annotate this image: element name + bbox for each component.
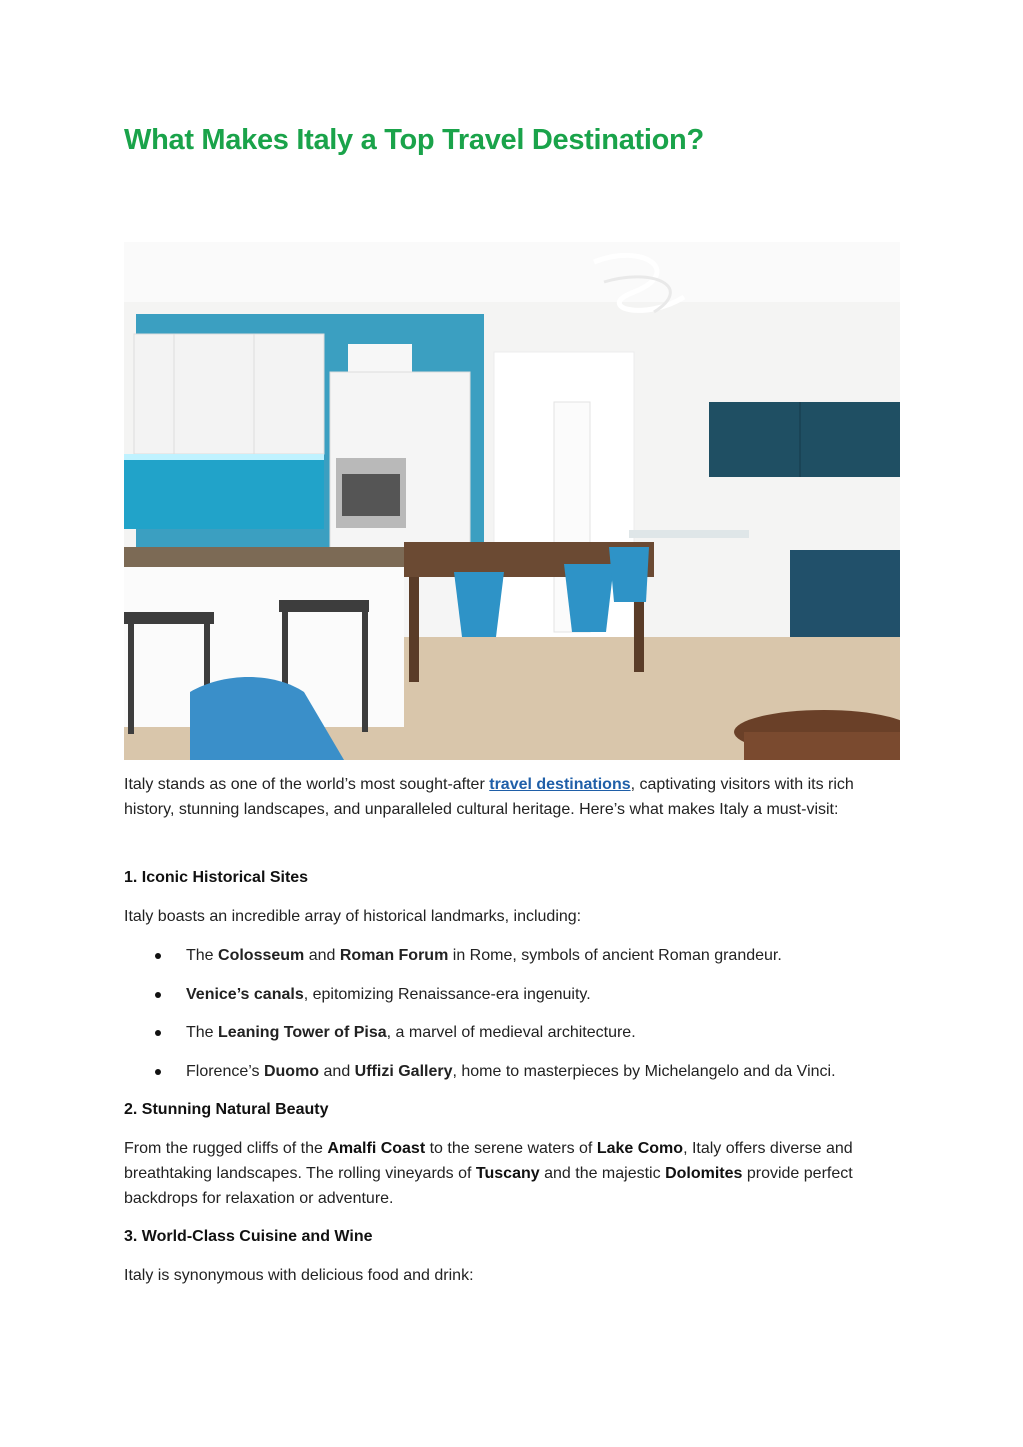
section1-lead: Italy boasts an incredible array of historical landmarks, including: bbox=[124, 908, 582, 925]
bullet-icon bbox=[155, 1030, 161, 1036]
section2-paragraph: From the rugged cliffs of the Amalfi Coast to the serene waters of Lake Como, Italy offers diverse and breathtaking landscapes. The rolling vineyards of Tuscany and the majestic Dolomites provide perfect backdrops for relaxation or adventure. bbox=[124, 1140, 853, 1207]
section3-heading: 3. World-Class Cuisine and Wine bbox=[124, 1228, 373, 1245]
bullet-icon bbox=[155, 992, 161, 998]
intro-text-before: Italy stands as one of the world’s most sought-after bbox=[124, 776, 490, 793]
intro-paragraph bbox=[124, 772, 902, 822]
kitchen-photo bbox=[124, 242, 900, 760]
page-title: What Makes Italy a Top Travel Destination? bbox=[124, 124, 704, 156]
intro-text-after: , captivating visitors with its rich history, stunning landscapes, and unparalleled cultural heritage. Here’s what makes Italy a must-visit: bbox=[124, 776, 854, 818]
section2-heading: 2. Stunning Natural Beauty bbox=[124, 1101, 329, 1118]
bullet-icon bbox=[155, 1069, 161, 1075]
section3-lead: Italy is synonymous with delicious food and drink: bbox=[124, 1267, 474, 1284]
travel-destinations-link[interactable]: travel destinations bbox=[489, 776, 631, 793]
section1-heading: 1. Iconic Historical Sites bbox=[124, 869, 309, 886]
bullet-icon bbox=[155, 953, 161, 959]
